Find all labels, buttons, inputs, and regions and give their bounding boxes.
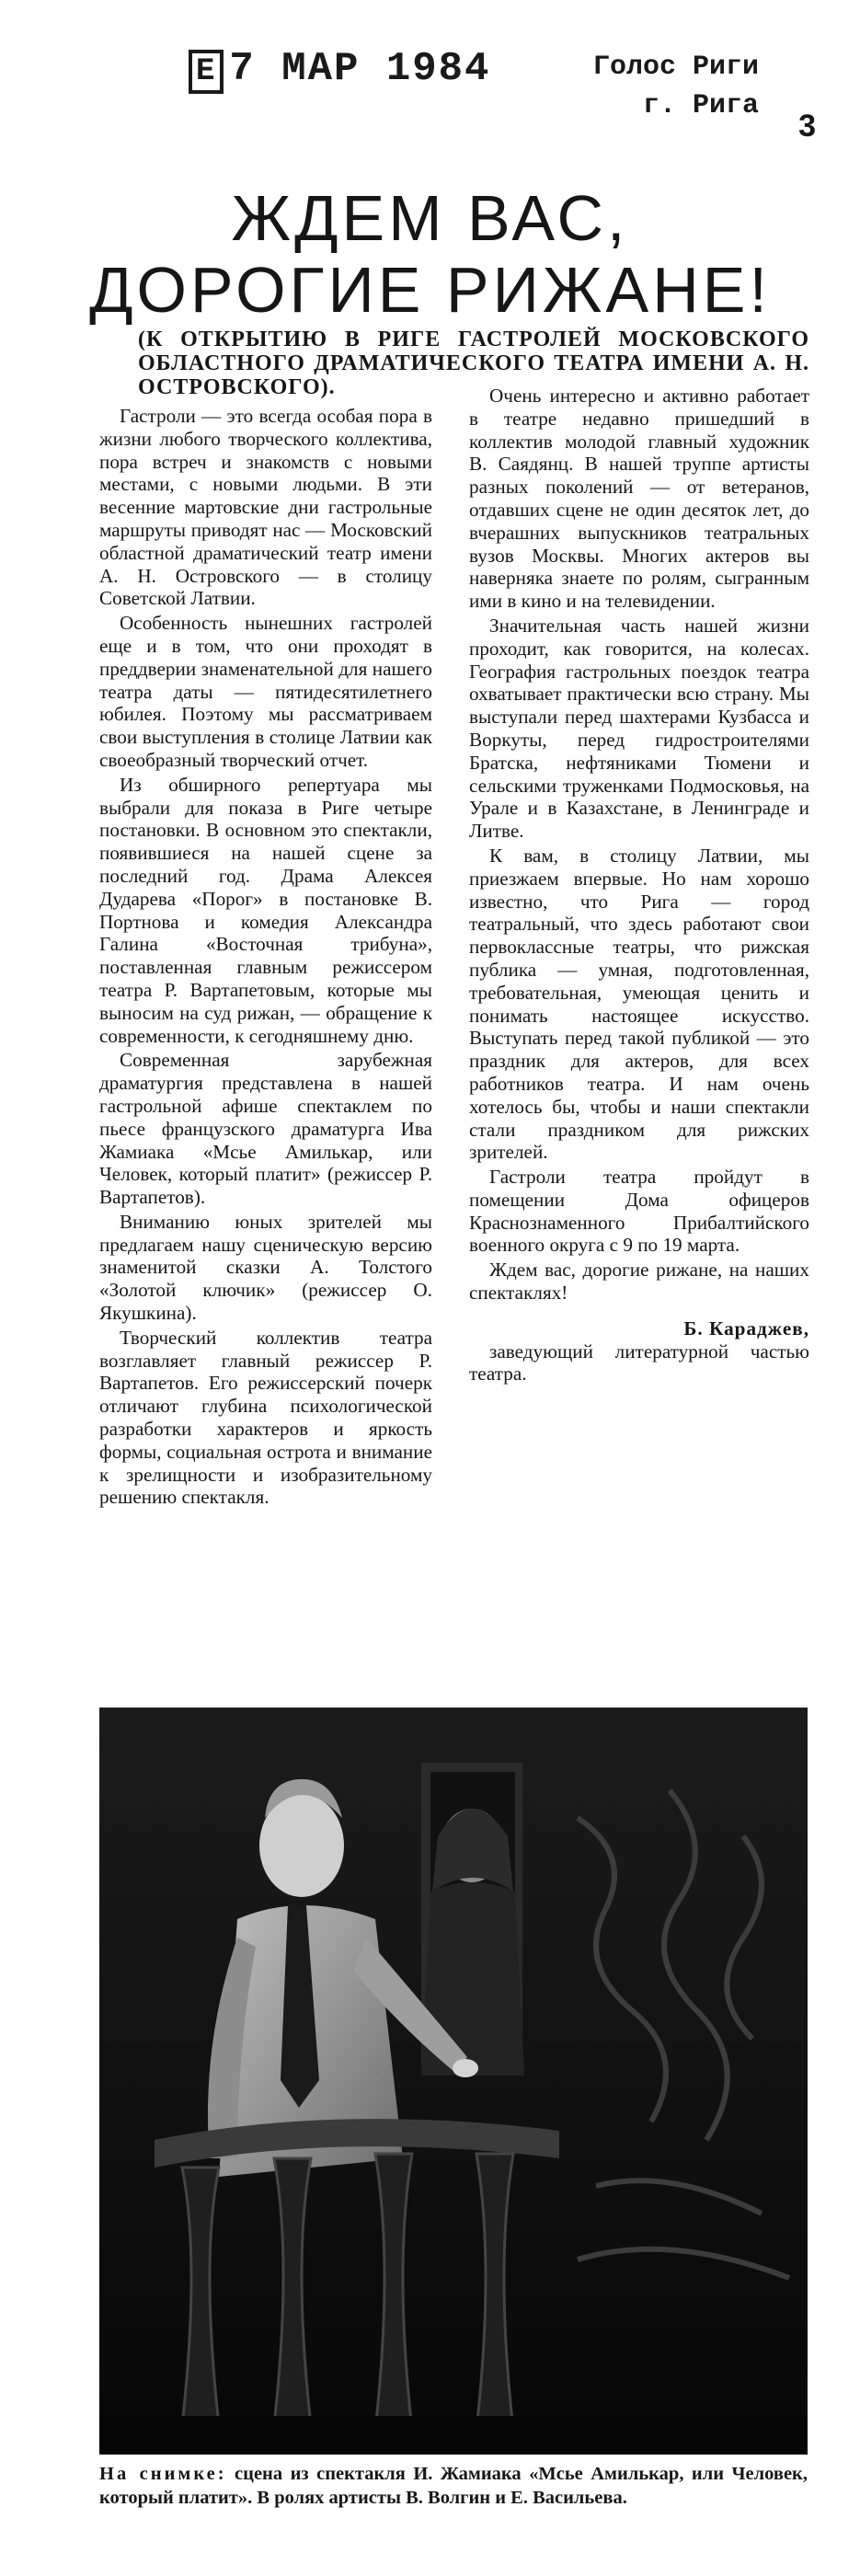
- date-stamp: [189, 46, 490, 94]
- subheading: (К ОТКРЫТИЮ В РИГЕ ГАСТРОЛЕЙ МОСКОВСКОГО ОБЛАСТНОГО ДРАМАТИЧЕСКОГО ТЕАТРА ИМЕНИ А. Н. ОСТРОВСКОГО).: [138, 328, 809, 399]
- paragraph: Очень интересно и активно работает в театре недавно пришедший в коллектив молодой главный художник В. Саядянц. В нашей труппе артисты разных поколений — от ветеранов, отдавших сцене не один десяток лет, до вчерашних выпускников театральных вузов Москвы. Многих актеров вы наверняка знаете по ролям, сыгранным ими в кино и на телевидении.: [469, 385, 809, 613]
- newspaper-source: [593, 48, 759, 125]
- stage-photo: [99, 1708, 808, 2455]
- stamp-date: 7 МАР 1984: [229, 46, 491, 92]
- stage-scene-illustration: [99, 1708, 808, 2455]
- paragraph: К вам, в столицу Латвии, мы приезжаем впервые. Но нам хорошо известно, что Рига — город театральный, что здесь работают свои первоклассные театры, что рижская публика — умная, подготовленная, требовательная, умеющая ценить и понимать настоящее искусство. Выступать перед такой публикой — это праздник для актеров, для всех работников театра. И нам очень хотелось бы, чтобы и наши спектакли стали праздником для рижских зрителей.: [469, 844, 809, 1164]
- author-signature: [469, 1317, 809, 1386]
- caption-text: сцена из спектакля И. Жамиака «Мсье Амилькар, или Человек, который платит». В ролях артисты В. Волгин и Е. Васильева.: [99, 2464, 808, 2508]
- headline-line-1: ЖДЕМ ВАС,: [231, 182, 629, 254]
- headline-line-2: ДОРОГИЕ РИЖАНЕ!: [89, 254, 771, 326]
- author-name: Б. Караджев,: [683, 1317, 809, 1340]
- author-role: заведующий литературной частью театра.: [469, 1340, 809, 1386]
- paragraph: Творческий коллектив театра возглавляет главный режиссер Р. Вартапетов. Его режиссерский почерк отличают глубина психологической разработки характеров и яркость формы, социальная острота и внимание к зрелищности и изобразительному решению спектакля.: [99, 1326, 432, 1509]
- paragraph: Гастроли театра пройдут в помещении Дома офицеров Краснознаменного Прибалтийского военного округа с 9 по 19 марта.: [469, 1166, 809, 1257]
- page-number: 3: [798, 109, 816, 144]
- paragraph: Современная зарубежная драматургия представлена в нашей гастрольной афише спектаклем по пьесе французского драматурга Ива Жамиака «Мсье Амилькар, или Человек, который платит» (режиссер Р. Вартапетов).: [99, 1049, 432, 1209]
- source-city: г. Рига: [642, 90, 759, 121]
- article-column-right: [469, 385, 809, 1386]
- paragraph: Ждем вас, дорогие рижане, на наших спектаклях!: [469, 1259, 809, 1305]
- source-name: Голос Риги: [592, 52, 759, 83]
- paragraph: Вниманию юных зрителей мы предлагаем нашу сценическую версию знаменитой сказки А. Толстого «Золотой ключик» (режиссер О. Якушкина).: [99, 1210, 432, 1325]
- article-column-left: [99, 405, 432, 1511]
- paragraph: Гастроли — это всегда особая пора в жизни любого творческого коллектива, пора встреч и знакомств с новыми местами, с новыми людьми. В эти весенние мартовские дни гастрольные маршруты приводят нас — Московский областной драматический театр имени А. Н. Островского — в столицу Советской Латвии.: [99, 405, 432, 610]
- paragraph: Значительная часть нашей жизни проходит, как говорится, на колесах. География гастрольных поездок театра охватывает практически всю страну. Мы выступали перед шахтерами Кузбасса и Воркуты, перед гидростроителями Братска, нефтяниками Тюмени и сельскими труженками Подмосковья, на Урале и в Казахстане, в Ленинграде и Литве.: [469, 614, 809, 843]
- caption-lead: На снимке:: [99, 2464, 227, 2484]
- stamp-letter: Е: [189, 50, 224, 94]
- paragraph: Из обширного репертуара мы выбрали для показа в Риге четыре постановки. В основном это спектакли, появившиеся на нашей сцене за последний год. Драма Алексея Дударева «Порог» в постановке В. Портнова и комедия Александра Галина «Восточная трибуна», поставленная главным режиссером театра Р. Вартапетовым, которые мы выносим на суд рижан, — обращение к современности, к сегодняшнему дню.: [99, 773, 432, 1047]
- paragraph: Особенность нынешних гастролей еще и в том, что они проходят в преддверии знаменательной для нашего театра даты — пятидесятилетнего юбилея. Поэтому мы рассматриваем свои выступления в столице Латвии как своеобразный творческий отчет.: [99, 612, 432, 771]
- photo-caption: [99, 2462, 808, 2510]
- headline: [0, 182, 860, 326]
